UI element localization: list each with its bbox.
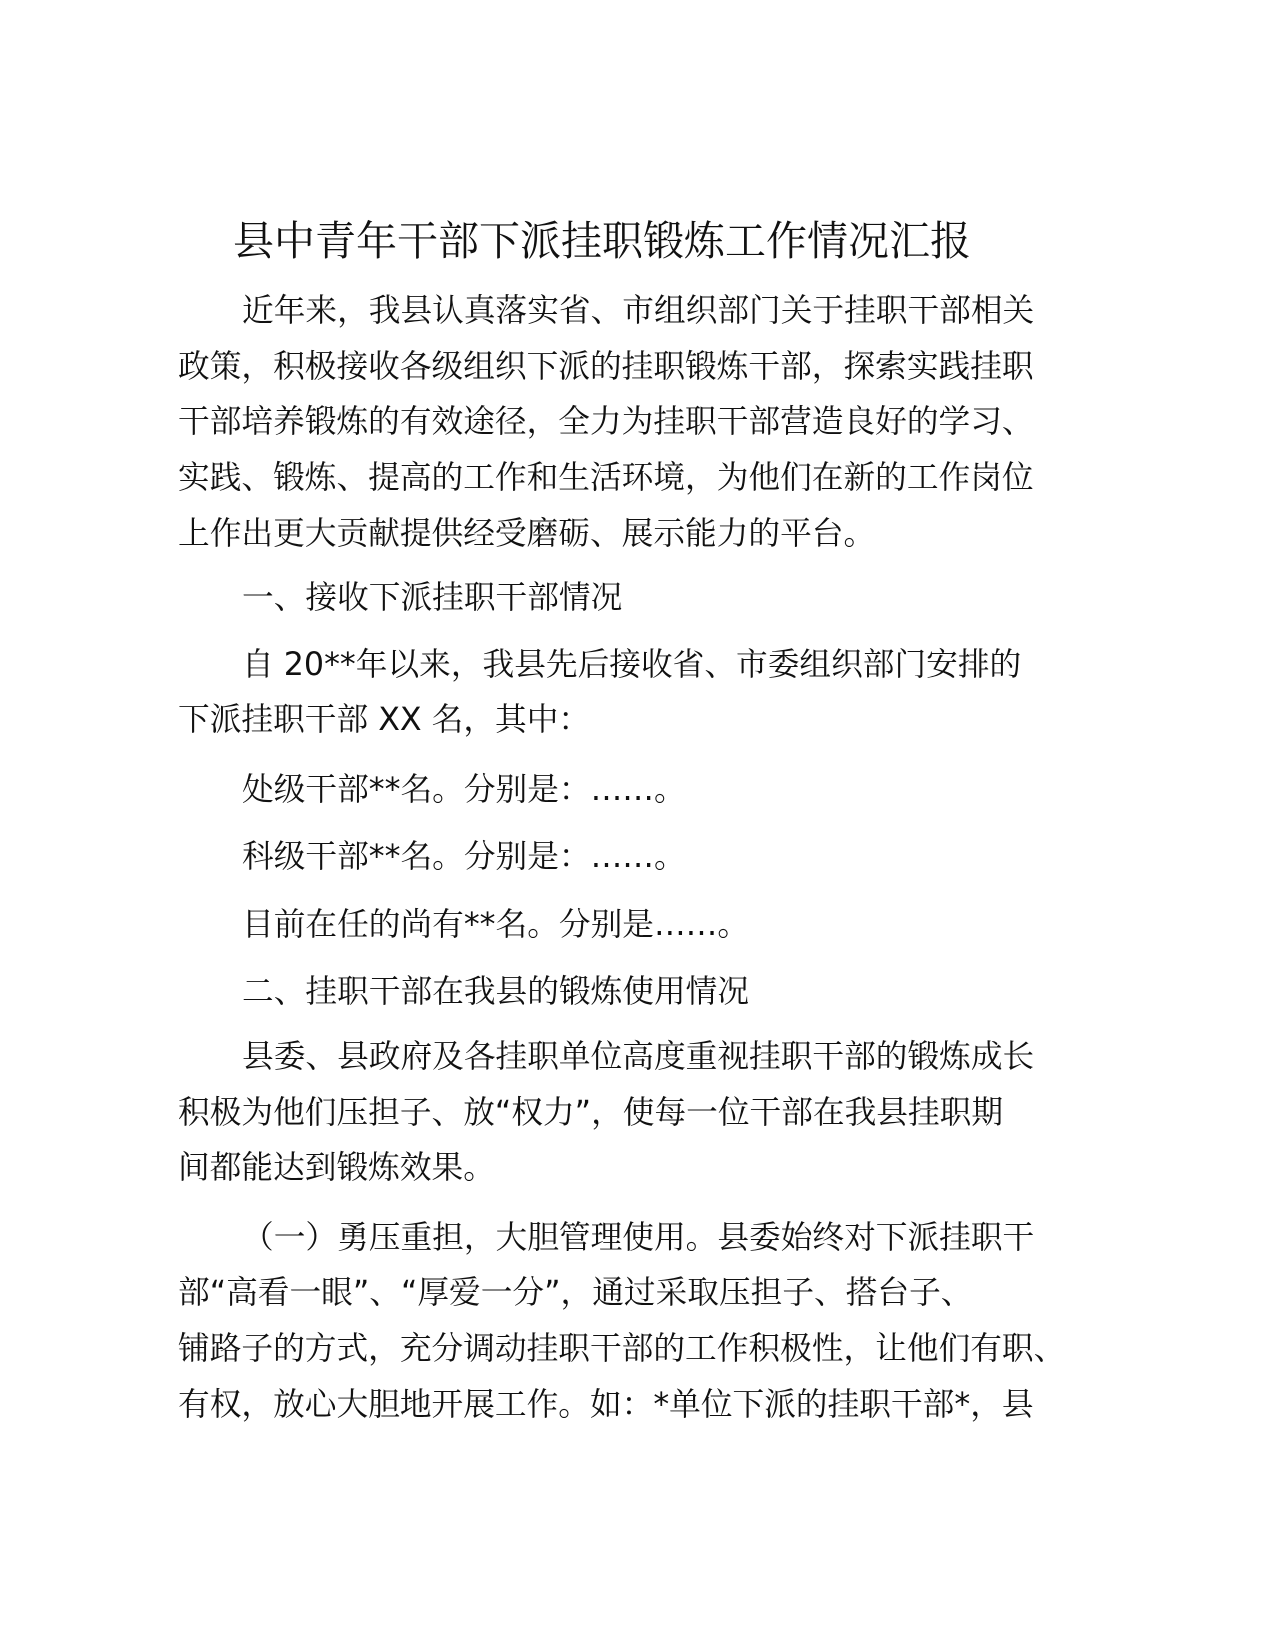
text-line: 干部培养锻炼的有效途径，全力为挂职干部营造良好的学习、 bbox=[178, 404, 1034, 440]
text-line: 处级干部**名。分别是：……。 bbox=[242, 772, 686, 808]
text-line: 下派挂职干部 XX 名，其中： bbox=[178, 702, 591, 738]
text-line: 目前在任的尚有**名。分别是……。 bbox=[242, 907, 749, 943]
text-line: 政策，积极接收各级组织下派的挂职锻炼干部，探索实践挂职 bbox=[178, 349, 1034, 385]
section-heading-2: 二、挂职干部在我县的锻炼使用情况 bbox=[242, 974, 749, 1010]
section-heading-1: 一、接收下派挂职干部情况 bbox=[242, 580, 623, 616]
text-line: 部“高看一眼”、“厚爱一分”，通过采取压担子、搭台子、 bbox=[178, 1275, 973, 1311]
text-line: 县委、县政府及各挂职单位高度重视挂职干部的锻炼成长 bbox=[242, 1039, 1035, 1075]
text-line: 近年来，我县认真落实省、市组织部门关于挂职干部相关 bbox=[242, 293, 1035, 329]
text-line: 自 20**年以来，我县先后接收省、市委组织部门安排的 bbox=[242, 647, 1022, 683]
document-title: 县中青年干部下派挂职锻炼工作情况汇报 bbox=[233, 217, 971, 265]
text-line: 间都能达到锻炼效果。 bbox=[178, 1150, 495, 1186]
text-line: 上作出更大贡献提供经受磨砺、展示能力的平台。 bbox=[178, 516, 876, 552]
text-line: （一）勇压重担，大胆管理使用。县委始终对下派挂职干 bbox=[242, 1220, 1035, 1256]
text-line: 积极为他们压担子、放“权力”，使每一位干部在我县挂职期 bbox=[178, 1095, 1004, 1131]
text-line: 实践、锻炼、提高的工作和生活环境，为他们在新的工作岗位 bbox=[178, 460, 1034, 496]
text-line: 铺路子的方式，充分调动挂职干部的工作积极性，让他们有职、 bbox=[178, 1331, 1066, 1367]
text-line: 有权，放心大胆地开展工作。如：*单位下派的挂职干部*，县 bbox=[178, 1387, 1034, 1423]
text-line: 科级干部**名。分别是：……。 bbox=[242, 839, 686, 875]
